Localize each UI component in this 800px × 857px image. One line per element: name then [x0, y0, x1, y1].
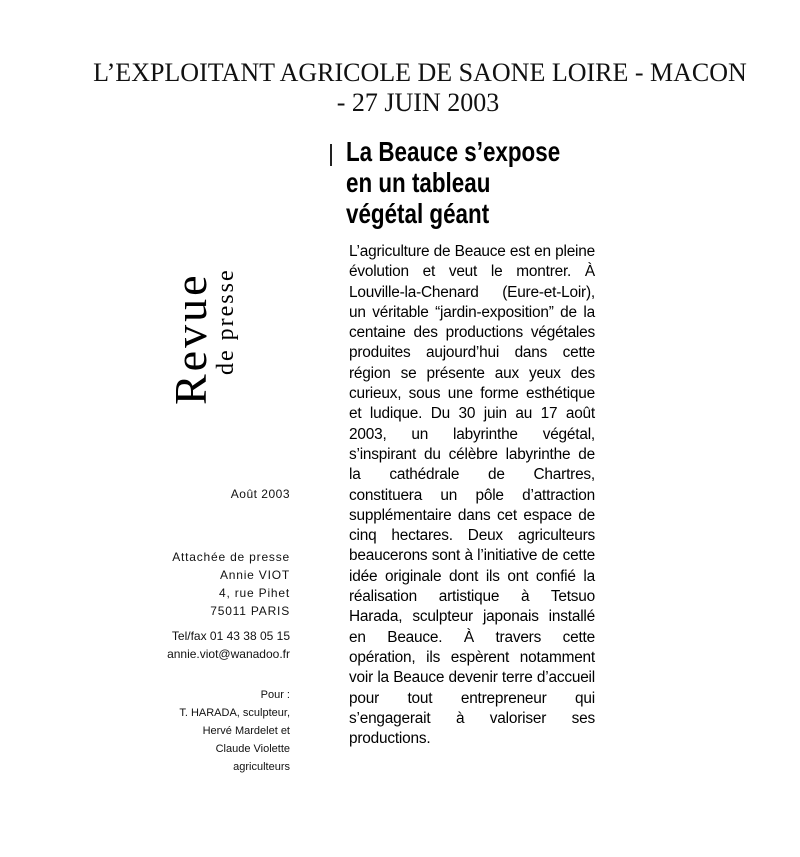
article-body: L’agriculture de Beauce est en pleine évolution et veut le montrer. À Louville-la-Chenard (Eure-et-Loir), un véritable “jardin-exposition” de la centaine des productions végétales produites aujourd’hui dans cette région se présente aux yeux des curieux, sous une forme esthétique et ludique. Du 30 juin au 17 août 2003, un labyrinthe végétal, s’inspirant du célèbre labyrinthe de la cathédrale de Chartres, constituera un pôle d’attraction supplémentaire dans cet espace de cinq hectares. Deux agriculteurs beaucerons sont à l’initiative de cette idée originale dont ils ont confié la réalisation artistique à Tetsuo Harada, sculpteur japonais installé en Beauce. À travers cette opération, ils espèrent notamment voir la Beauce devenir terre d’accueil pour tout entrepreneur qui s’engagerait à valoriser ses productions. [349, 243, 595, 748]
contact-email: annie.viot@wanadoo.fr [167, 647, 290, 661]
newspaper-source-title: L’EXPLOITANT AGRICOLE DE SAONE LOIRE - MACON [93, 58, 747, 87]
article-headline [346, 136, 586, 229]
contact-role: Attachée de presse [172, 550, 290, 564]
revue-word: Revue [165, 272, 216, 405]
issue-date: Août 2003 [230, 487, 290, 501]
client-line: Claude Violette [215, 743, 290, 755]
contact-details [167, 627, 290, 663]
article-margin-rule [330, 144, 332, 166]
headline-line: en un tableau [346, 167, 491, 198]
client-line: agriculteurs [233, 761, 290, 773]
contact-name: Annie VIOT [219, 568, 290, 582]
client-line: T. HARADA, sculpteur, [179, 707, 290, 719]
headline-line: végétal géant [346, 198, 490, 229]
revue-de-presse-label [165, 268, 239, 405]
pour-label: Pour : [260, 689, 290, 701]
headline-line: La Beauce s’expose [346, 136, 561, 167]
de-presse-word: de presse [213, 268, 239, 375]
client-list [179, 686, 290, 776]
client-line: Hervé Mardelet et [202, 725, 290, 737]
press-contact [172, 548, 290, 620]
contact-city: 75011 PARIS [210, 604, 290, 618]
contact-street: 4, rue Pihet [219, 586, 290, 600]
publication-date: - 27 JUIN 2003 [336, 88, 500, 117]
contact-phone: Tel/fax 01 43 38 05 15 [171, 629, 290, 643]
